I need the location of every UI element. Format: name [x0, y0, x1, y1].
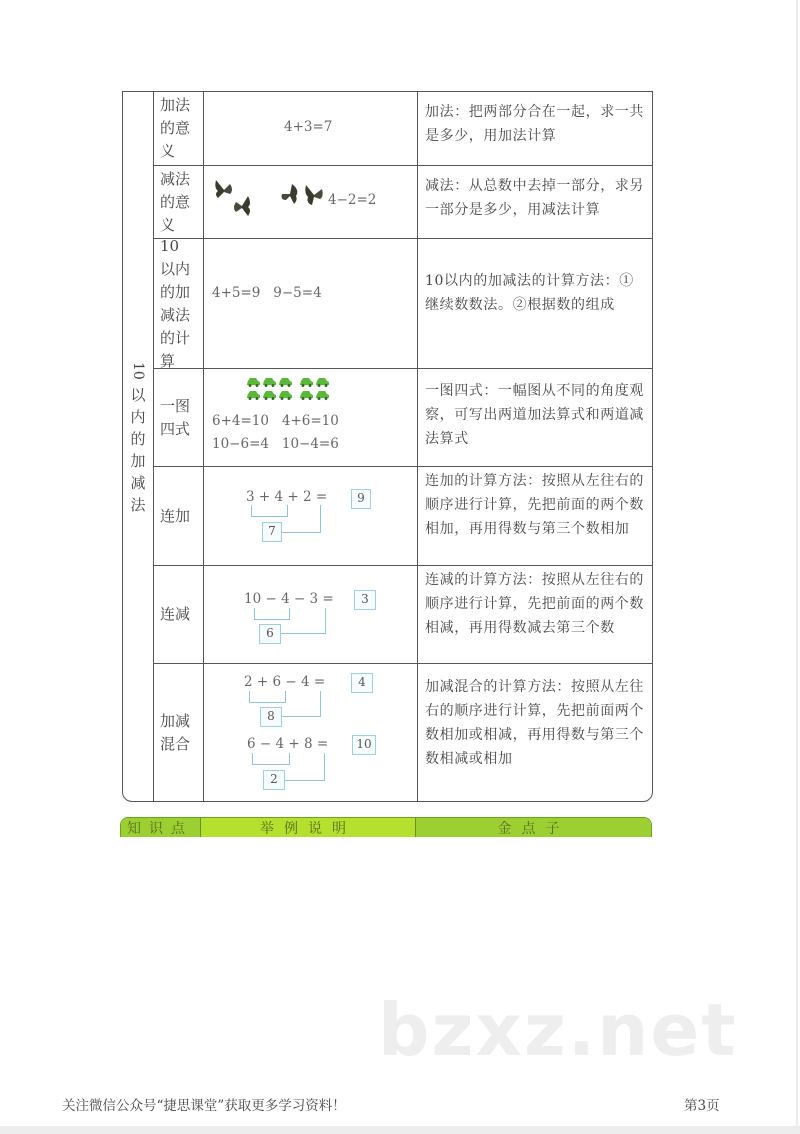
- topic-cell: 一图四式: [154, 369, 204, 466]
- car-icon: [246, 377, 261, 387]
- example-cell: 10 − 4 − 3 = 3 6: [204, 566, 418, 663]
- table-row: [154, 566, 652, 664]
- butterfly-icon: [278, 182, 302, 206]
- bottom-bar: [0, 1126, 800, 1134]
- topic-cell: 加法的意义: [154, 92, 204, 165]
- intermediate-box: 8: [260, 707, 282, 727]
- car-icon: [246, 390, 261, 400]
- table-row: [154, 92, 652, 166]
- intermediate-box: 7: [262, 522, 282, 542]
- tip-cell: 加法：把两部分合在一起，求一共是多少，用加法计算: [425, 104, 644, 144]
- header-example: 举例说明: [201, 818, 416, 837]
- car-icon: [262, 390, 277, 400]
- table-row: [154, 369, 652, 467]
- tip-cell: 加减混合的计算方法：按照从左往右的顺序进行计算，先把前面两个数相加或相减，再用得数与第三个数相减或相加: [425, 679, 644, 767]
- topic-cell: 加减混合: [154, 664, 204, 801]
- column-header-bar: [120, 817, 652, 837]
- topic-cell: 连减: [154, 566, 204, 663]
- table-row: [154, 467, 652, 566]
- car-icon: [299, 377, 314, 387]
- tip-cell: 减法：从总数中去掉一部分，求另一部分是多少，用减法计算: [425, 178, 644, 218]
- tip-cell: 一图四式：一幅图从不同的角度观察，可写出两道加法算式和两道减法算式: [425, 383, 644, 447]
- example-cell: 3 + 4 + 2 = 9 7: [204, 467, 418, 565]
- header-tips: 金点子: [416, 818, 651, 837]
- result-box: 3: [354, 590, 376, 610]
- butterfly-icon: [230, 194, 254, 218]
- car-icon: [278, 390, 293, 400]
- tip-cell: 10以内的加减法的计算方法：①继续数数法。②根据数的组成: [425, 273, 634, 313]
- page-edge: [796, 0, 798, 1134]
- footer-note: 关注微信公众号“捷思课堂”获取更多学习资料！: [62, 1098, 346, 1114]
- table-row: [154, 236, 652, 370]
- example-cell: 6+4=10 4+6=10 10−6=4 10−4=6: [204, 369, 418, 466]
- knowledge-table: [122, 91, 653, 802]
- header-knowledge-point: 知识点: [121, 818, 201, 837]
- topic-cell: 连加: [154, 467, 204, 565]
- intermediate-box: 6: [259, 624, 281, 644]
- example-cell: 4+3=7: [204, 92, 418, 165]
- category-label: 10 以 内 的 加 减 法: [130, 362, 146, 514]
- car-icon: [315, 377, 330, 387]
- intermediate-box: 2: [263, 770, 285, 790]
- page-number: 第3页: [684, 1098, 720, 1114]
- tip-cell: 连减的计算方法：按照从左往右的顺序进行计算，先把前面的两个数相减，再用得数减去第三个数: [425, 572, 644, 636]
- watermark: bzxz.net: [378, 988, 738, 1072]
- car-icon: [278, 377, 293, 387]
- tip-cell: 连加的计算方法：按照从左往右的顺序进行计算，先把前面的两个数相加，再用得数与第三个数相加: [425, 473, 644, 537]
- result-box: 10: [352, 735, 376, 755]
- category-column: [123, 92, 154, 801]
- link-line: [281, 505, 321, 533]
- link-line: [285, 753, 325, 781]
- car-icon: [299, 390, 314, 400]
- result-box: 9: [351, 489, 371, 509]
- example-cell: 4+5=9 9−5=4: [204, 239, 418, 368]
- result-box: 4: [351, 673, 373, 693]
- table-row: [154, 166, 652, 239]
- table-row: [154, 664, 652, 801]
- car-icon: [262, 377, 277, 387]
- link-line: [281, 608, 326, 634]
- topic-cell: 10以内的加减法的计算: [154, 239, 204, 368]
- topic-cell: 减法的意义: [154, 166, 204, 238]
- example-cell: 2 + 6 − 4 = 4 8 6 − 4 + 8 = 10 2: [204, 664, 418, 801]
- link-line: [281, 691, 321, 717]
- example-cell: 4−2=2: [204, 166, 418, 238]
- car-icon: [315, 390, 330, 400]
- butterfly-icon: [302, 183, 326, 207]
